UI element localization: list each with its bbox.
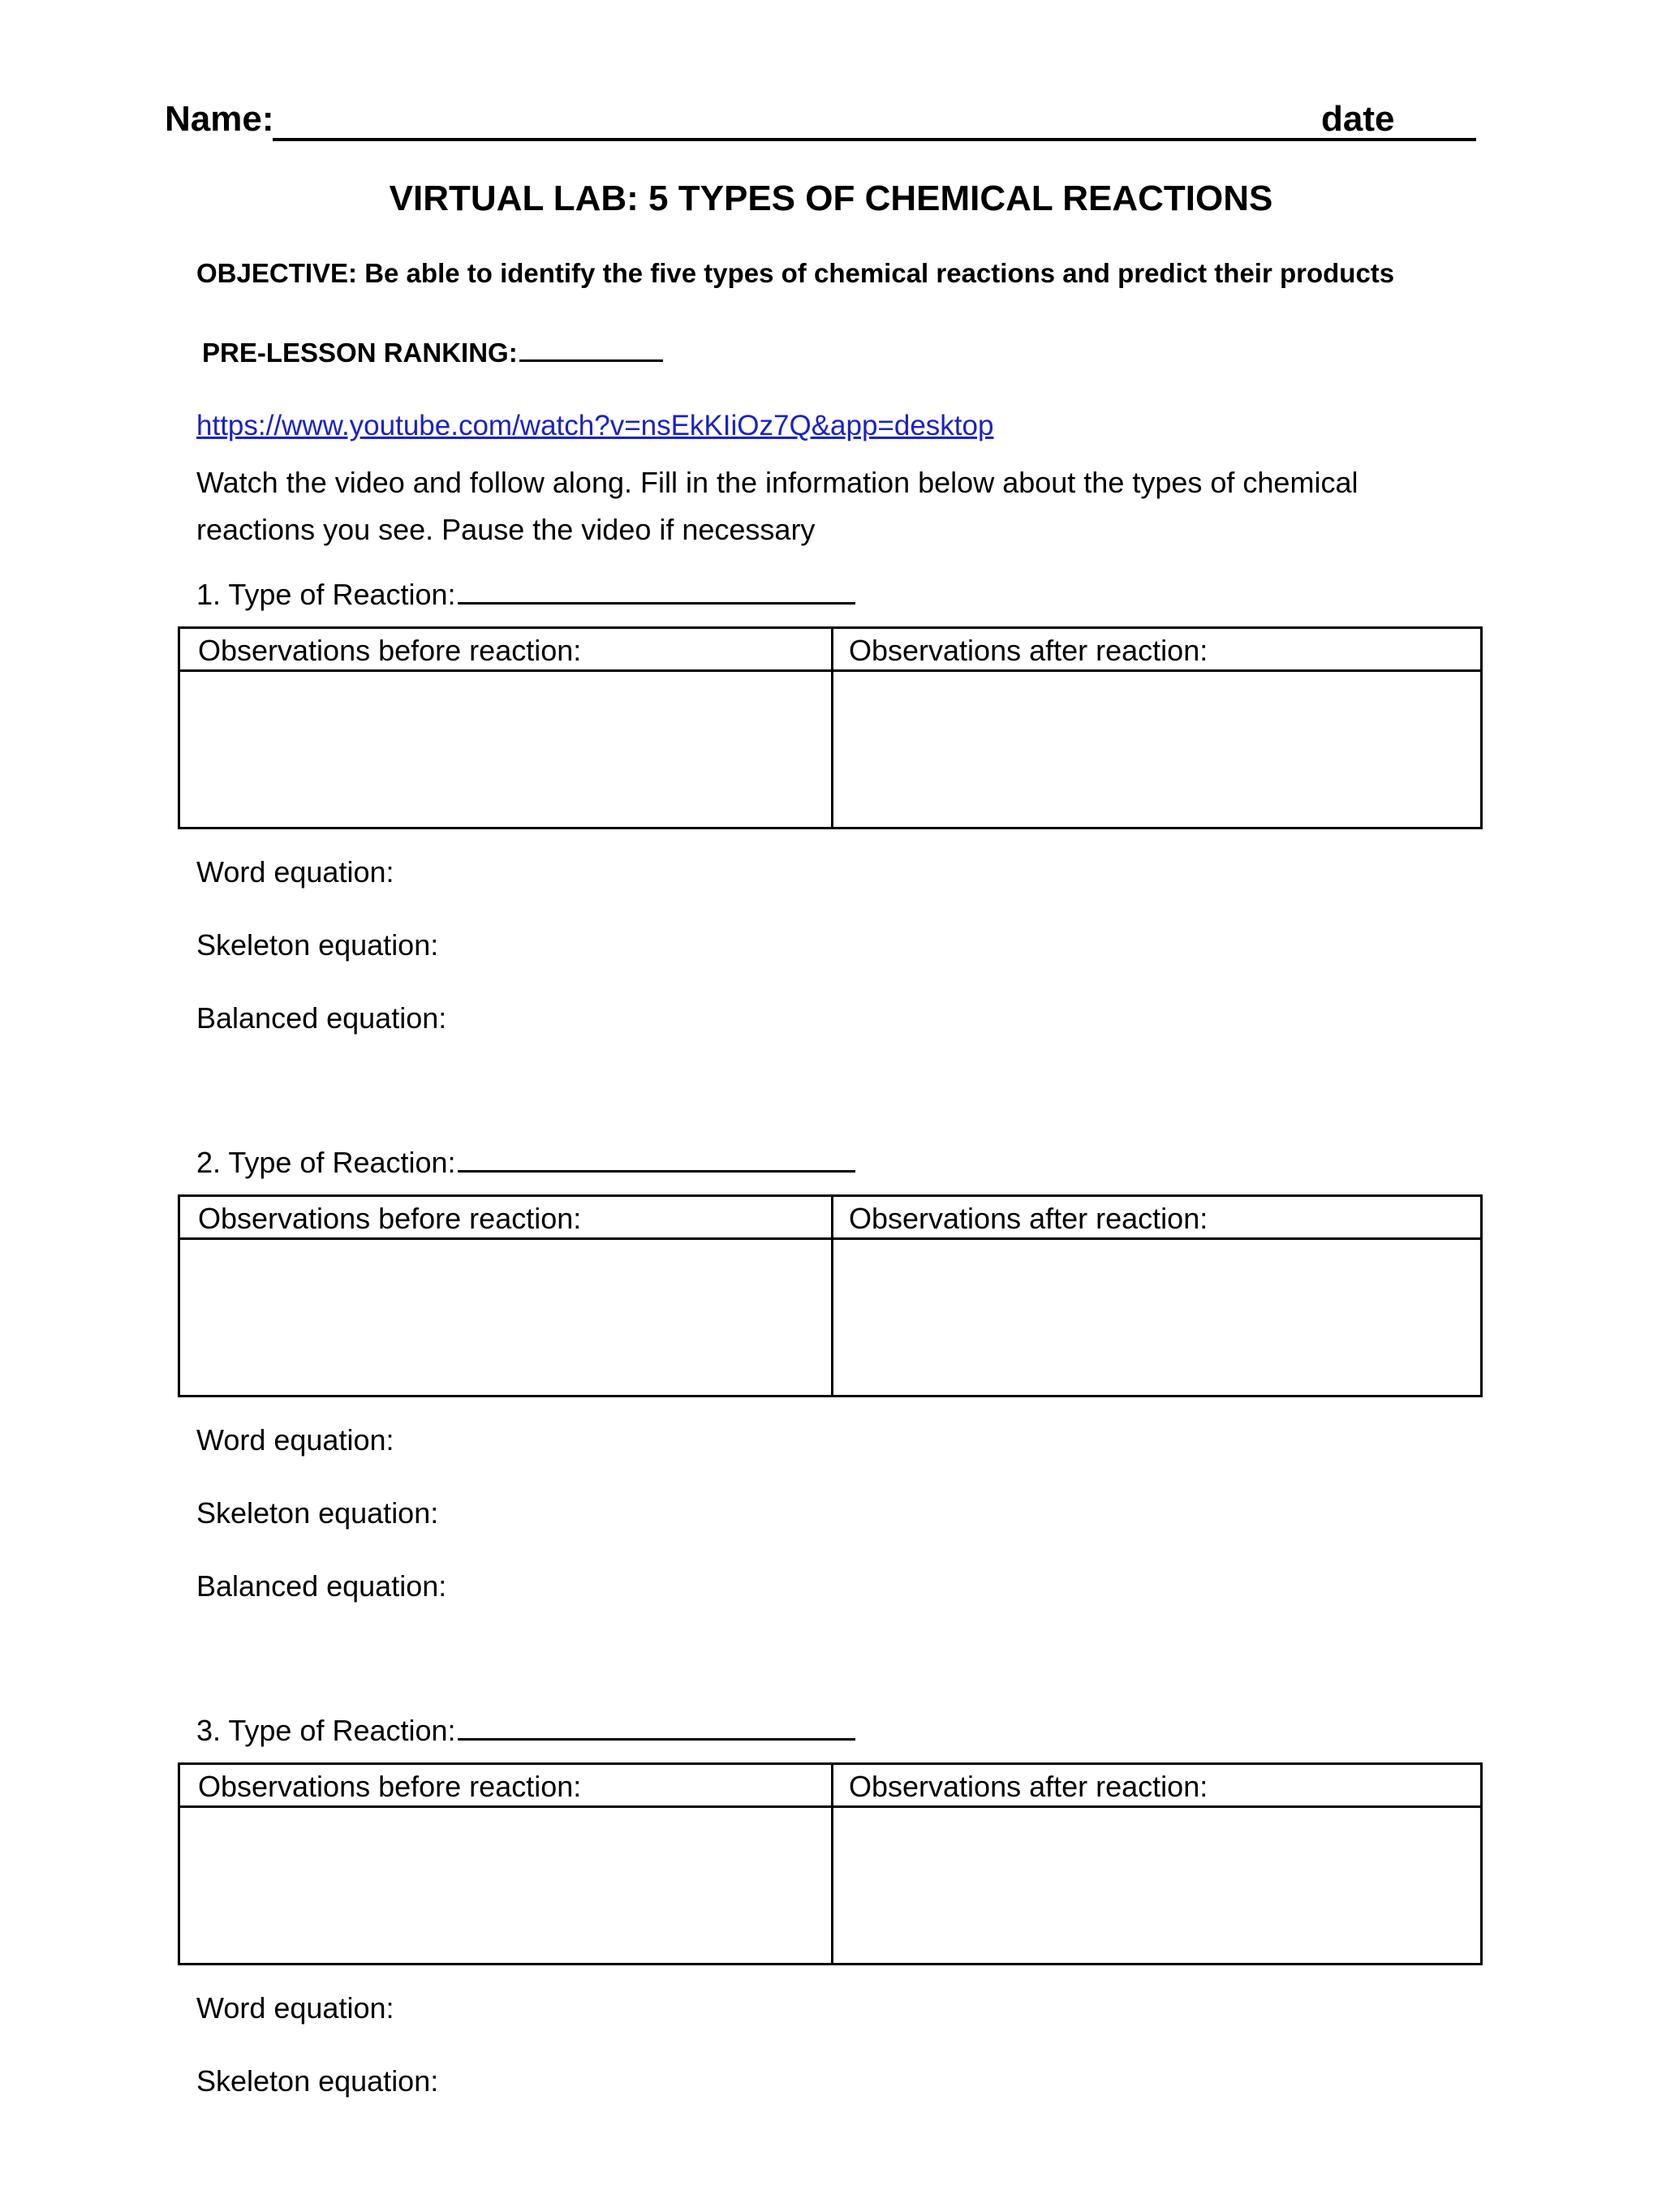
table-header-divider: [180, 669, 1480, 672]
obs-after-cell[interactable]: [836, 674, 1480, 827]
type-of-reaction-prompt: [196, 1141, 855, 1180]
obs-before-header: Observations before reaction:: [198, 1202, 582, 1235]
pre-lesson-ranking: [202, 335, 663, 368]
obs-after-cell[interactable]: [836, 1810, 1480, 1963]
type-of-reaction-label: 3. Type of Reaction:: [196, 1714, 456, 1747]
observations-table: [178, 1194, 1483, 1397]
table-header-divider: [180, 1237, 1480, 1240]
word-equation-label: Word equation:: [196, 1991, 394, 2025]
ranking-label: PRE-LESSON RANKING:: [202, 338, 518, 368]
name-date-row: [165, 96, 1476, 144]
date-label: date: [1321, 99, 1395, 139]
name-label: Name:: [165, 99, 274, 139]
obs-before-cell[interactable]: [183, 674, 828, 827]
reaction-section-3: [0, 1709, 1662, 2212]
name-field[interactable]: [273, 138, 1476, 141]
word-equation-label: Word equation:: [196, 855, 394, 889]
type-of-reaction-field[interactable]: [458, 1141, 855, 1173]
obs-before-header: Observations before reaction:: [198, 634, 582, 667]
reaction-section-1: [0, 573, 1662, 1076]
type-of-reaction-label: 1. Type of Reaction:: [196, 578, 456, 611]
type-of-reaction-prompt: [196, 1709, 855, 1748]
obs-after-header: Observations after reaction:: [849, 634, 1208, 667]
type-of-reaction-field[interactable]: [458, 1709, 855, 1741]
skeleton-equation-label: Skeleton equation:: [196, 2064, 439, 2098]
table-column-divider: [831, 629, 833, 827]
table-column-divider: [831, 1765, 833, 1963]
balanced-equation-label: Balanced equation:: [196, 1001, 447, 1035]
obs-before-cell[interactable]: [183, 1810, 828, 1963]
observations-table: [178, 1762, 1483, 1965]
type-of-reaction-prompt: [196, 573, 855, 612]
video-link[interactable]: https://www.youtube.com/watch?v=nsEkKIiOz7Q&app=desktop: [196, 410, 994, 441]
reaction-section-2: [0, 1141, 1662, 1644]
skeleton-equation-label: Skeleton equation:: [196, 1496, 439, 1530]
obs-after-cell[interactable]: [836, 1242, 1480, 1395]
type-of-reaction-label: 2. Type of Reaction:: [196, 1146, 456, 1179]
obs-after-header: Observations after reaction:: [849, 1770, 1208, 1803]
observations-table: [178, 626, 1483, 829]
page-title: VIRTUAL LAB: 5 TYPES OF CHEMICAL REACTIONS: [389, 179, 1273, 218]
table-header-divider: [180, 1805, 1480, 1808]
type-of-reaction-field[interactable]: [458, 573, 855, 605]
obs-before-cell[interactable]: [183, 1242, 828, 1395]
obs-after-header: Observations after reaction:: [849, 1202, 1208, 1235]
objective-text: OBJECTIVE: Be able to identify the five types of chemical reactions and predict their products: [196, 258, 1395, 288]
word-equation-label: Word equation:: [196, 1423, 394, 1457]
table-column-divider: [831, 1197, 833, 1395]
balanced-equation-label: Balanced equation:: [196, 1569, 447, 1603]
instructions-text: Watch the video and follow along. Fill in the information below about the types of chemical reactions you see. Pause the video if necessary: [196, 466, 1358, 546]
skeleton-equation-label: Skeleton equation:: [196, 928, 439, 962]
obs-before-header: Observations before reaction:: [198, 1770, 582, 1803]
ranking-field[interactable]: [519, 335, 663, 362]
